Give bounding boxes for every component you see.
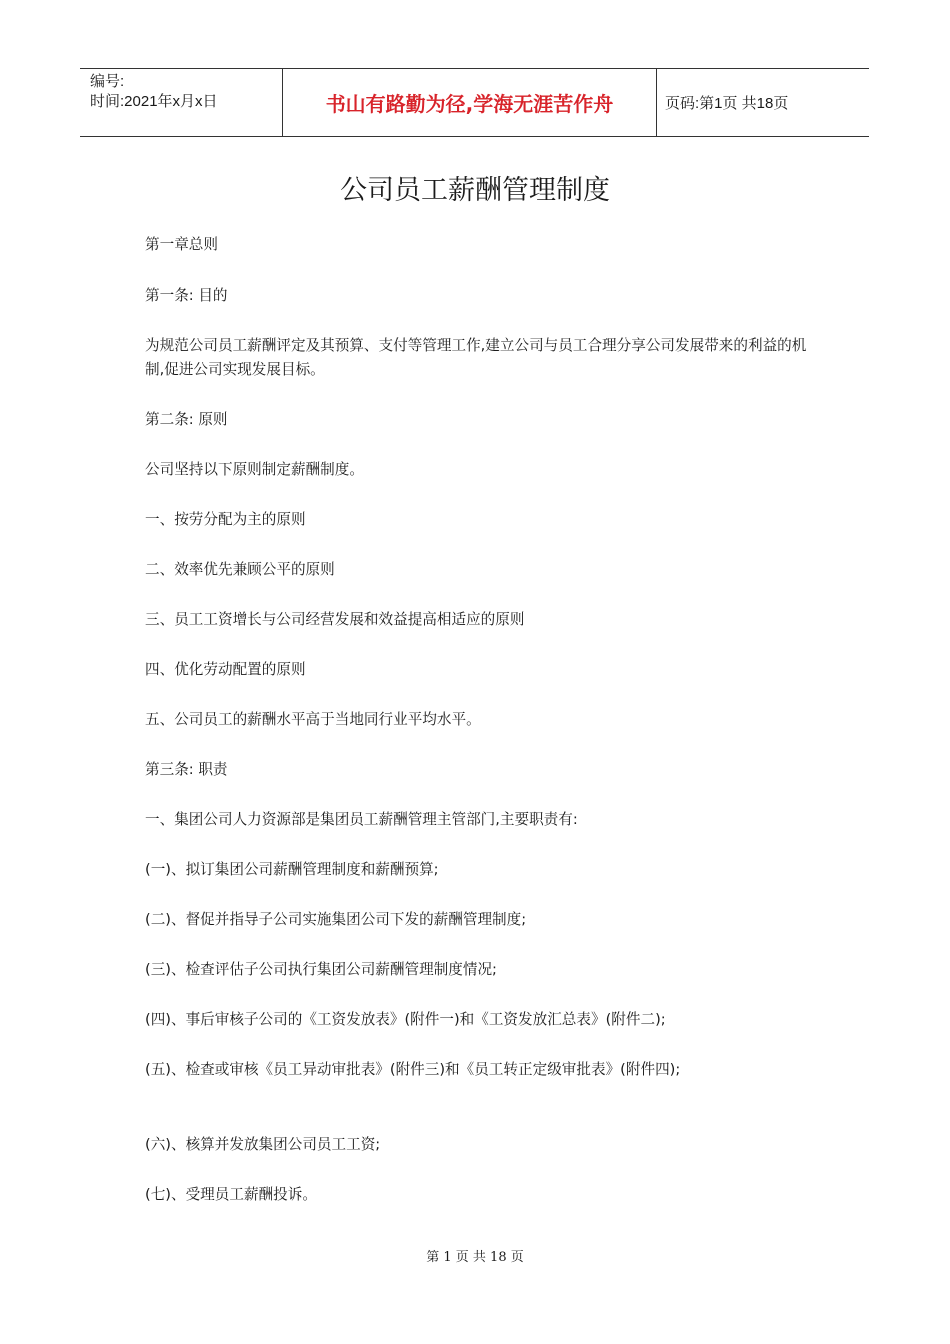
list-item: (五)、检查或审核《员工异动审批表》(附件三)和《员工转正定级审批表》(附件四); [145, 1061, 681, 1078]
list-item: (一)、拟订集团公司薪酬管理制度和薪酬预算; [145, 861, 439, 878]
list-item: (三)、检查评估子公司执行集团公司薪酬管理制度情况; [145, 961, 497, 978]
list-item: 二、效率优先兼顾公平的原则 [145, 561, 335, 578]
page-header [80, 68, 869, 137]
article-heading: 第一条: 目的 [145, 287, 228, 304]
paragraph: 一、集团公司人力资源部是集团员工薪酬管理主管部门,主要职责有: [145, 811, 578, 828]
list-item: 一、按劳分配为主的原则 [145, 511, 306, 528]
list-item: (二)、督促并指导子公司实施集团公司下发的薪酬管理制度; [145, 911, 527, 928]
article-heading: 第二条: 原则 [145, 411, 228, 428]
paragraph: 公司坚持以下原则制定薪酬制度。 [145, 461, 364, 478]
paragraph: 为规范公司员工薪酬评定及其预算、支付等管理工作,建立公司与员工合理分享公司发展带来的利益的机制,促进公司实现发展目标。 [145, 337, 807, 378]
document-time-label: 时间:2021年x月x日 [90, 93, 218, 110]
header-page-info: 页码:第1页 共18页 [665, 95, 789, 112]
list-item: 三、员工工资增长与公司经营发展和效益提高相适应的原则 [145, 611, 525, 628]
list-item: (七)、受理员工薪酬投诉。 [145, 1186, 317, 1203]
header-meta [80, 69, 282, 136]
list-item: 四、优化劳动配置的原则 [145, 661, 306, 678]
document-number-label: 编号: [90, 73, 125, 90]
header-motto: 书山有路勤为径,学海无涯苦作舟 [282, 69, 657, 136]
document-title: 公司员工薪酬管理制度 [340, 175, 610, 206]
article-heading: 第三条: 职责 [145, 761, 228, 778]
list-item: (六)、核算并发放集团公司员工工资; [145, 1136, 381, 1153]
list-item: (四)、事后审核子公司的《工资发放表》(附件一)和《工资发放汇总表》(附件二); [145, 1011, 666, 1028]
chapter-heading: 第一章总则 [145, 236, 218, 253]
list-item: 五、公司员工的薪酬水平高于当地同行业平均水平。 [145, 711, 481, 728]
page-footer: 第 1 页 共 18 页 [426, 1250, 524, 1265]
